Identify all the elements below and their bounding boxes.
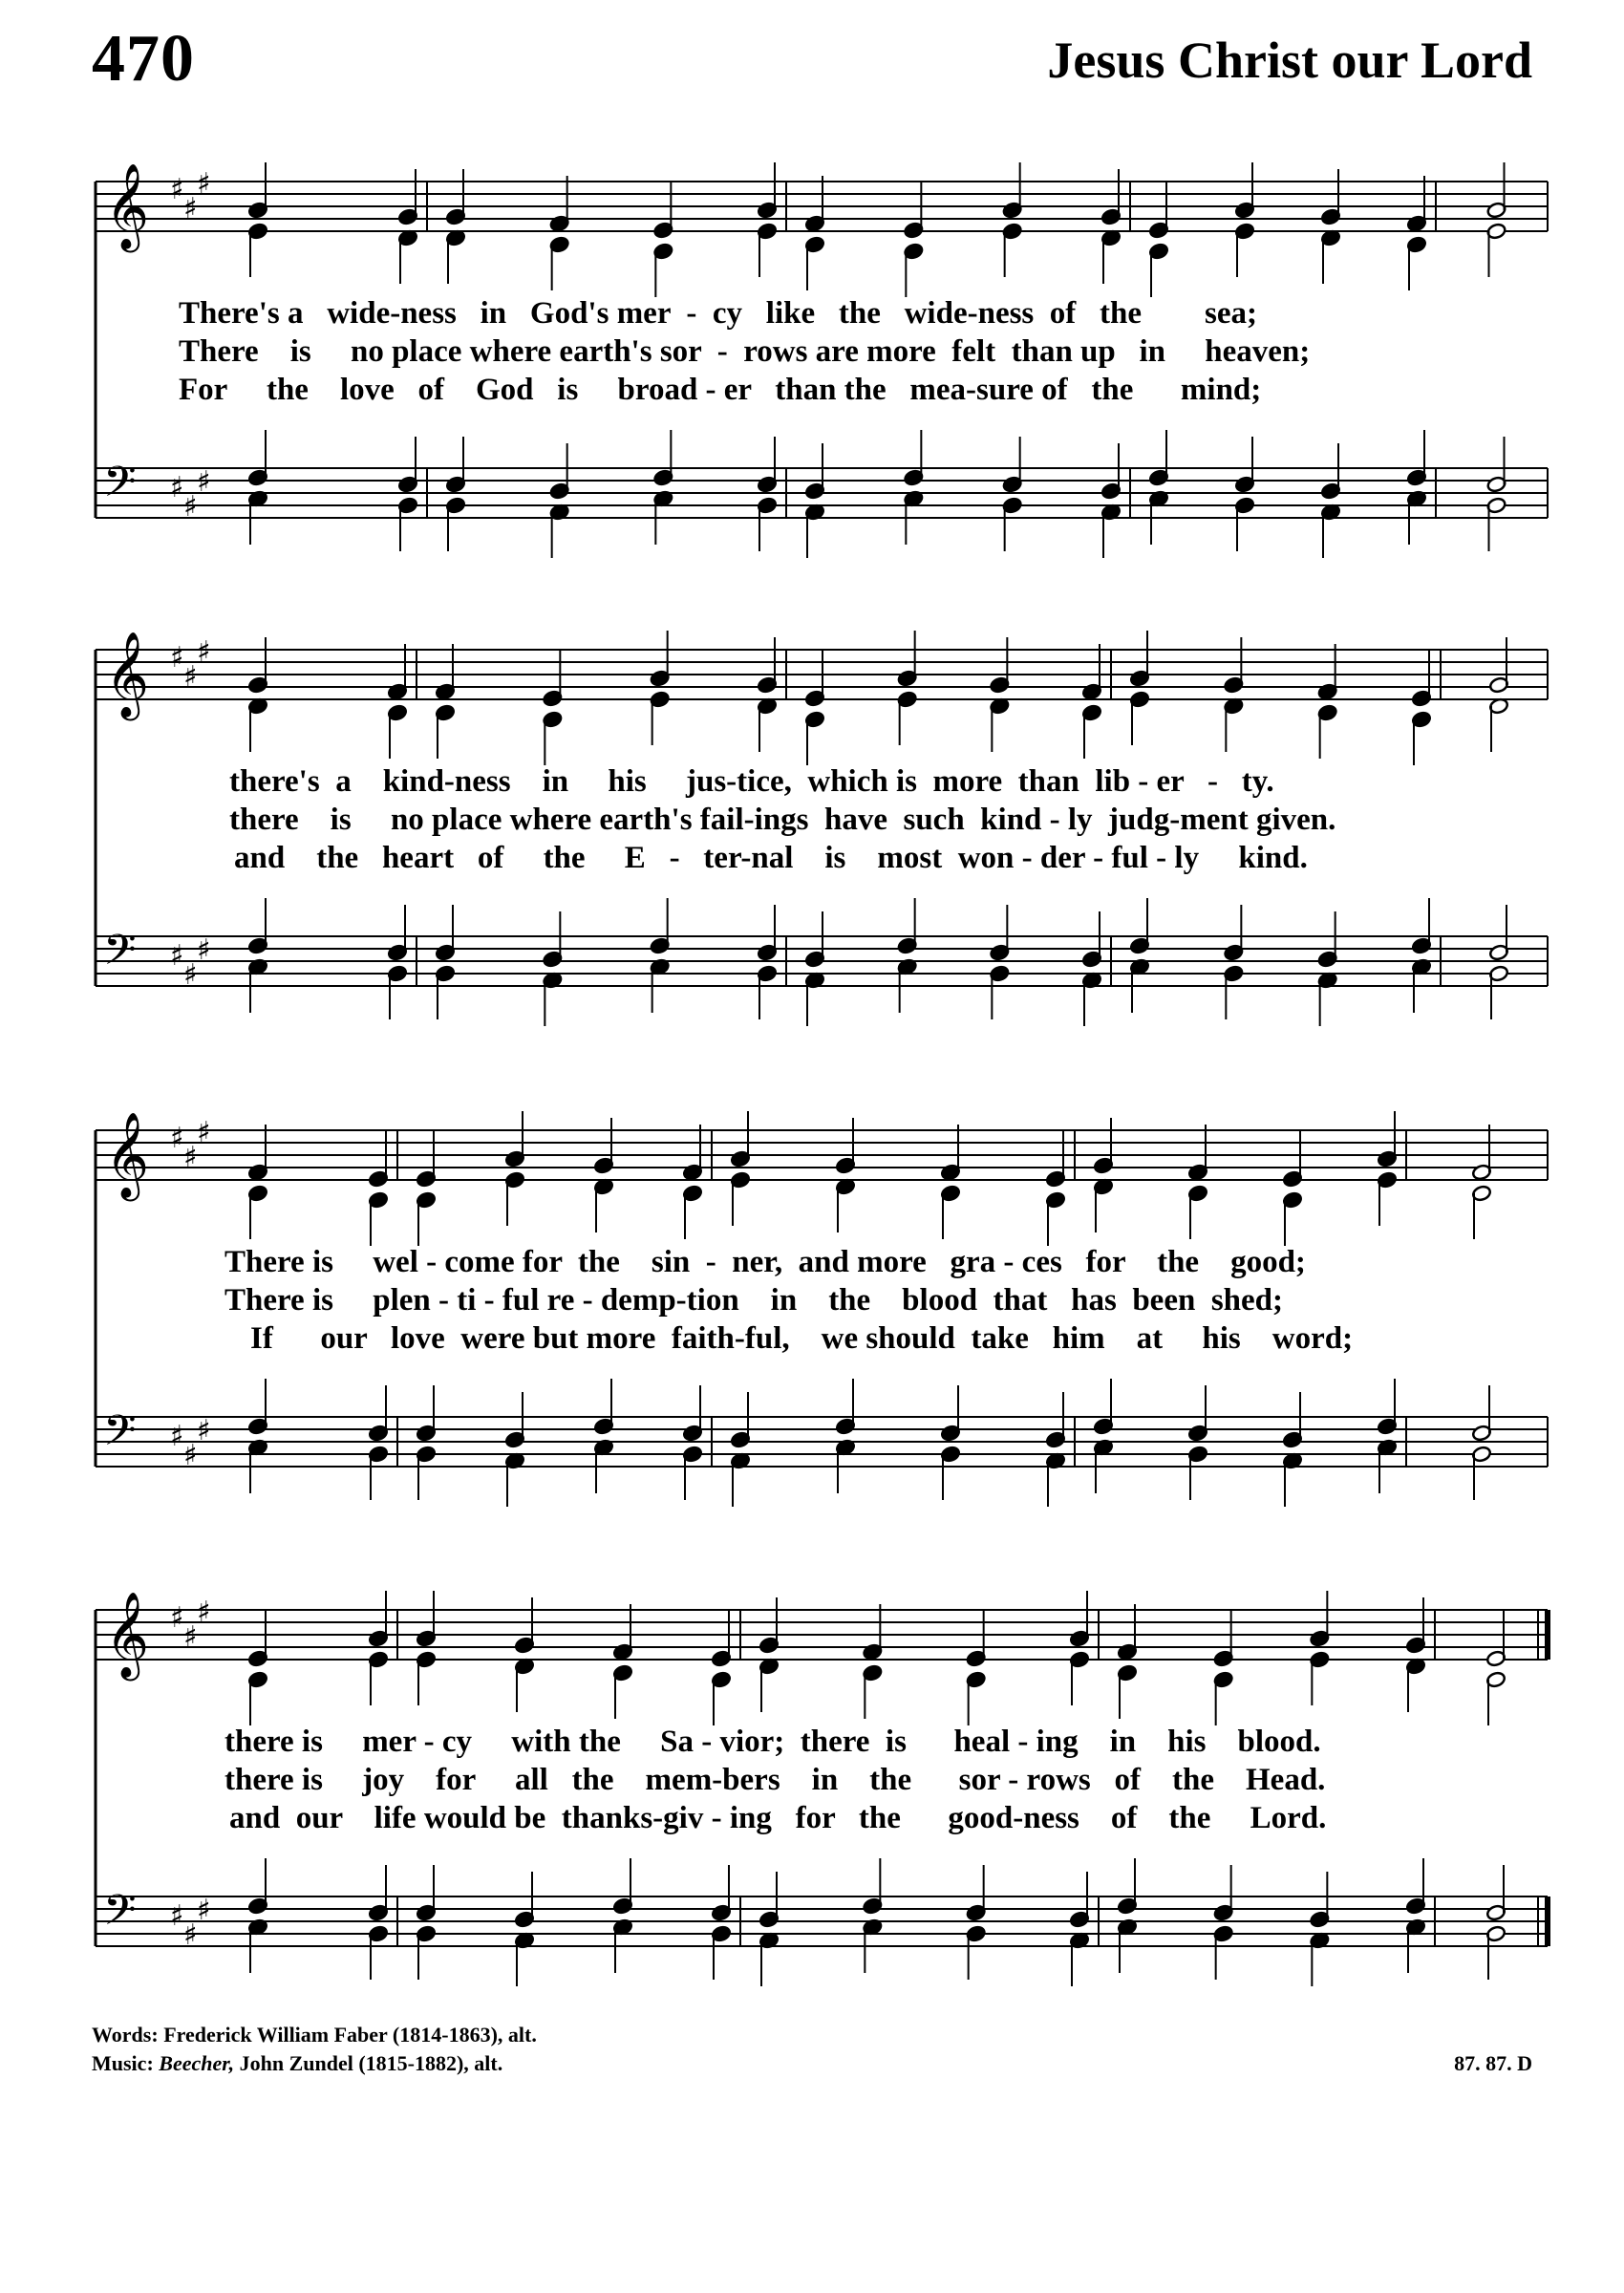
- key-sharp-icon: ♯: [170, 1420, 184, 1453]
- credits-words: [92, 2023, 537, 2047]
- lyric-text: there is joy for all the mem-bers in the sor - rows of the Head.: [224, 1763, 1326, 1797]
- key-sharp-icon: ♯: [197, 635, 211, 669]
- lyric-text: For the love of God is broad - er than the mea-sure of the mind;: [179, 373, 1262, 407]
- key-sharp-icon: ♯: [170, 173, 184, 206]
- music-system-1: [0, 143, 1624, 564]
- key-sharp-icon: ♯: [183, 1918, 198, 1952]
- key-sharp-icon: ♯: [197, 1596, 211, 1629]
- music-system-4: [0, 1572, 1624, 1992]
- key-sharp-icon: ♯: [170, 1899, 184, 1933]
- bass-clef-icon: 𝄢: [103, 457, 137, 517]
- lyric-text: There's a wide-ness in God's mer - cy like the wide-ness of the sea;: [179, 296, 1257, 331]
- bass-clef-icon: 𝄢: [103, 1885, 137, 1945]
- key-sharp-icon: ♯: [170, 471, 184, 504]
- lyric-text: There is no place where earth's sor - rows are more felt than up in heaven;: [179, 334, 1311, 369]
- lyric-text: There is wel - come for the sin - ner, and more gra - ces for the good;: [224, 1245, 1306, 1279]
- lyric-text: and the heart of the E - ter-nal is most won - der - ful - ly kind.: [234, 841, 1308, 875]
- key-sharp-icon: ♯: [183, 192, 198, 225]
- key-sharp-icon: ♯: [170, 939, 184, 973]
- key-sharp-icon: ♯: [197, 1116, 211, 1149]
- key-sharp-icon: ♯: [197, 1894, 211, 1927]
- words-label: Words:: [92, 2023, 159, 2047]
- music-label: Music:: [92, 2051, 154, 2075]
- lyric-text: there is no place where earth's fail-ings have such kind - ly judg-ment given.: [229, 803, 1336, 837]
- hymn-number: 470: [92, 22, 195, 96]
- key-sharp-icon: ♯: [197, 465, 211, 499]
- key-sharp-icon: ♯: [197, 933, 211, 967]
- music-credit: John Zundel (1815-1882), alt.: [239, 2051, 503, 2075]
- key-sharp-icon: ♯: [170, 1122, 184, 1155]
- lyric-text: There is plen - ti - ful re - demp-tion in the blood that has been shed;: [224, 1283, 1284, 1318]
- lyric-text: there is mer - cy with the Sa - vior; there is heal - ing in his blood.: [224, 1725, 1321, 1759]
- lyric-text: If our love were but more faith-ful, we should take him at his word;: [250, 1321, 1354, 1356]
- bass-clef-icon: 𝄢: [103, 1405, 137, 1466]
- meter: 87. 87. D: [1454, 2051, 1532, 2075]
- key-sharp-icon: ♯: [183, 1620, 198, 1654]
- music-system-3: [0, 1092, 1624, 1512]
- key-sharp-icon: ♯: [183, 660, 198, 694]
- key-sharp-icon: ♯: [197, 167, 211, 201]
- key-sharp-icon: ♯: [197, 1414, 211, 1447]
- key-sharp-icon: ♯: [183, 490, 198, 524]
- tune-name: Beecher,: [159, 2051, 235, 2075]
- treble-clef-icon: 𝄞: [105, 632, 150, 718]
- key-sharp-icon: ♯: [183, 1141, 198, 1174]
- hymn-title: Jesus Christ our Lord: [1047, 32, 1532, 89]
- key-sharp-icon: ♯: [183, 1439, 198, 1472]
- bass-clef-icon: 𝄢: [103, 925, 137, 985]
- music-system-2: [0, 611, 1624, 1032]
- key-sharp-icon: ♯: [170, 1601, 184, 1635]
- words-credit: Frederick William Faber (1814-1863), alt.: [163, 2023, 537, 2047]
- treble-clef-icon: 𝄞: [105, 163, 150, 249]
- treble-clef-icon: 𝄞: [105, 1112, 150, 1198]
- key-sharp-icon: ♯: [183, 958, 198, 992]
- key-sharp-icon: ♯: [170, 641, 184, 675]
- treble-clef-icon: 𝄞: [105, 1592, 150, 1678]
- credits-music: [92, 2051, 502, 2076]
- lyric-text: there's a kind-ness in his jus-tice, which is more than lib - er - ty.: [229, 764, 1274, 799]
- lyric-text: and our life would be thanks-giv - ing for the good-ness of the Lord.: [229, 1801, 1327, 1835]
